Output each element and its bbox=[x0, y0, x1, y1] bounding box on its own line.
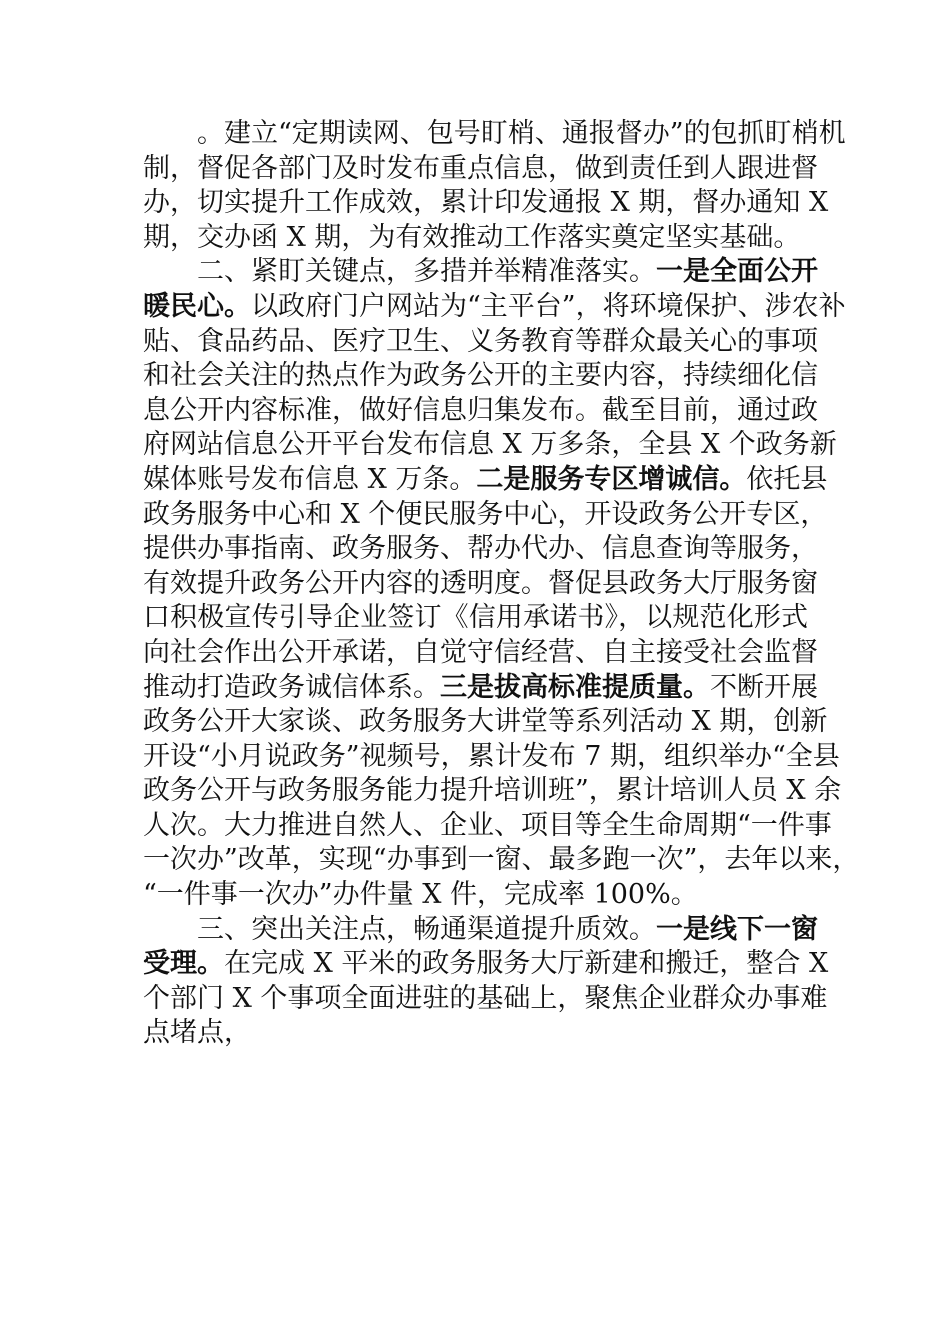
text-run: 推动打造政务诚信体系。 bbox=[143, 671, 440, 703]
bold-subheading: 暖民心。 bbox=[143, 290, 251, 322]
section-heading: 三、突出关注点，畅通渠道提升质效。 bbox=[197, 913, 656, 945]
text-line: 办，切实提升工作成效，累计印发通报 X 期，督办通知 X bbox=[143, 187, 829, 219]
text-line: 点堵点， bbox=[143, 1017, 251, 1049]
text-line: 政务公开大家谈、政务服务大讲堂等系列活动 X 期，创新 bbox=[143, 706, 828, 738]
text-line: 个部门 X 个事项全面进驻的基础上，聚焦企业群众办事难 bbox=[143, 982, 828, 1014]
bold-subheading: 三是拔高标准提质量。 bbox=[440, 671, 710, 703]
text-run: 在完成 X 平米的政务服务大厅新建和搬迁，整合 X bbox=[224, 948, 829, 980]
text-line: 开设“小月说政务”视频号，累计发布 7 期，组织举办“全县 bbox=[143, 740, 840, 772]
text-line: 一次办”改革，实现“办事到一窗、最多跑一次”，去年以来， bbox=[143, 844, 860, 876]
text-line bbox=[143, 947, 829, 982]
text-line bbox=[143, 290, 846, 325]
text-run: 媒体账号发布信息 X 万条。 bbox=[143, 463, 477, 495]
bold-subheading: 二是服务专区增诚信。 bbox=[476, 463, 747, 495]
text-line bbox=[143, 671, 818, 706]
paragraph-3 bbox=[143, 913, 829, 1051]
text-line: 。建立“定期读网、包号盯梢、通报督办”的包抓盯梢机 bbox=[197, 118, 846, 149]
text-line: 人次。大力推进自然人、企业、项目等全生命周期“一件事 bbox=[143, 809, 832, 841]
section-heading: 二、紧盯关键点，多措并举精准落实。 bbox=[197, 256, 656, 288]
text-line: 和社会关注的热点作为政务公开的主要内容，持续细化信 bbox=[143, 360, 818, 392]
text-line bbox=[143, 913, 818, 948]
text-run: 不断开展 bbox=[710, 671, 818, 703]
text-line: 提供办事指南、政务服务、帮办代办、信息查询等服务， bbox=[143, 533, 818, 565]
bold-subheading: 受理。 bbox=[143, 948, 224, 980]
text-line: 府网站信息公开平台发布信息 X 万多条，全县 X 个政务新 bbox=[143, 429, 837, 461]
paragraph-1 bbox=[143, 117, 846, 255]
bold-subheading: 一是线下一窗 bbox=[656, 913, 818, 945]
text-line: 向社会作出公开承诺，自觉守信经营、自主接受社会监督 bbox=[143, 636, 818, 668]
text-line: 期，交办函 X 期，为有效推动工作落实奠定坚实基础。 bbox=[143, 221, 801, 253]
text-line bbox=[143, 255, 818, 290]
text-line: 政务服务中心和 X 个便民服务中心，开设政务公开专区， bbox=[143, 498, 828, 530]
bold-subheading: 一是全面公开 bbox=[656, 256, 818, 288]
text-line bbox=[143, 463, 828, 498]
text-run: 依托县 bbox=[746, 463, 828, 495]
text-line: 有效提升政务公开内容的透明度。督促县政务大厅服务窗 bbox=[143, 567, 818, 599]
text-line: 制，督促各部门及时发布重点信息，做到责任到人跟进督 bbox=[143, 152, 818, 184]
text-run: 以政府门户网站为“主平台”，将环境保护、涉农补 bbox=[251, 290, 846, 322]
text-line: 口积极宣传引导企业签订《信用承诺书》，以规范化形式 bbox=[143, 602, 808, 634]
text-line: 政务公开与政务服务能力提升培训班”，累计培训人员 X 余 bbox=[143, 775, 842, 807]
text-line: 息公开内容标准，做好信息归集发布。截至目前，通过政 bbox=[143, 394, 818, 426]
text-line: 贴、食品药品、医疗卫生、义务教育等群众最关心的事项 bbox=[143, 325, 818, 357]
paragraph-2 bbox=[143, 255, 860, 912]
document-body bbox=[143, 117, 860, 1051]
text-line: “一件事一次办”办件量 X 件，完成率 100%。 bbox=[143, 879, 698, 911]
